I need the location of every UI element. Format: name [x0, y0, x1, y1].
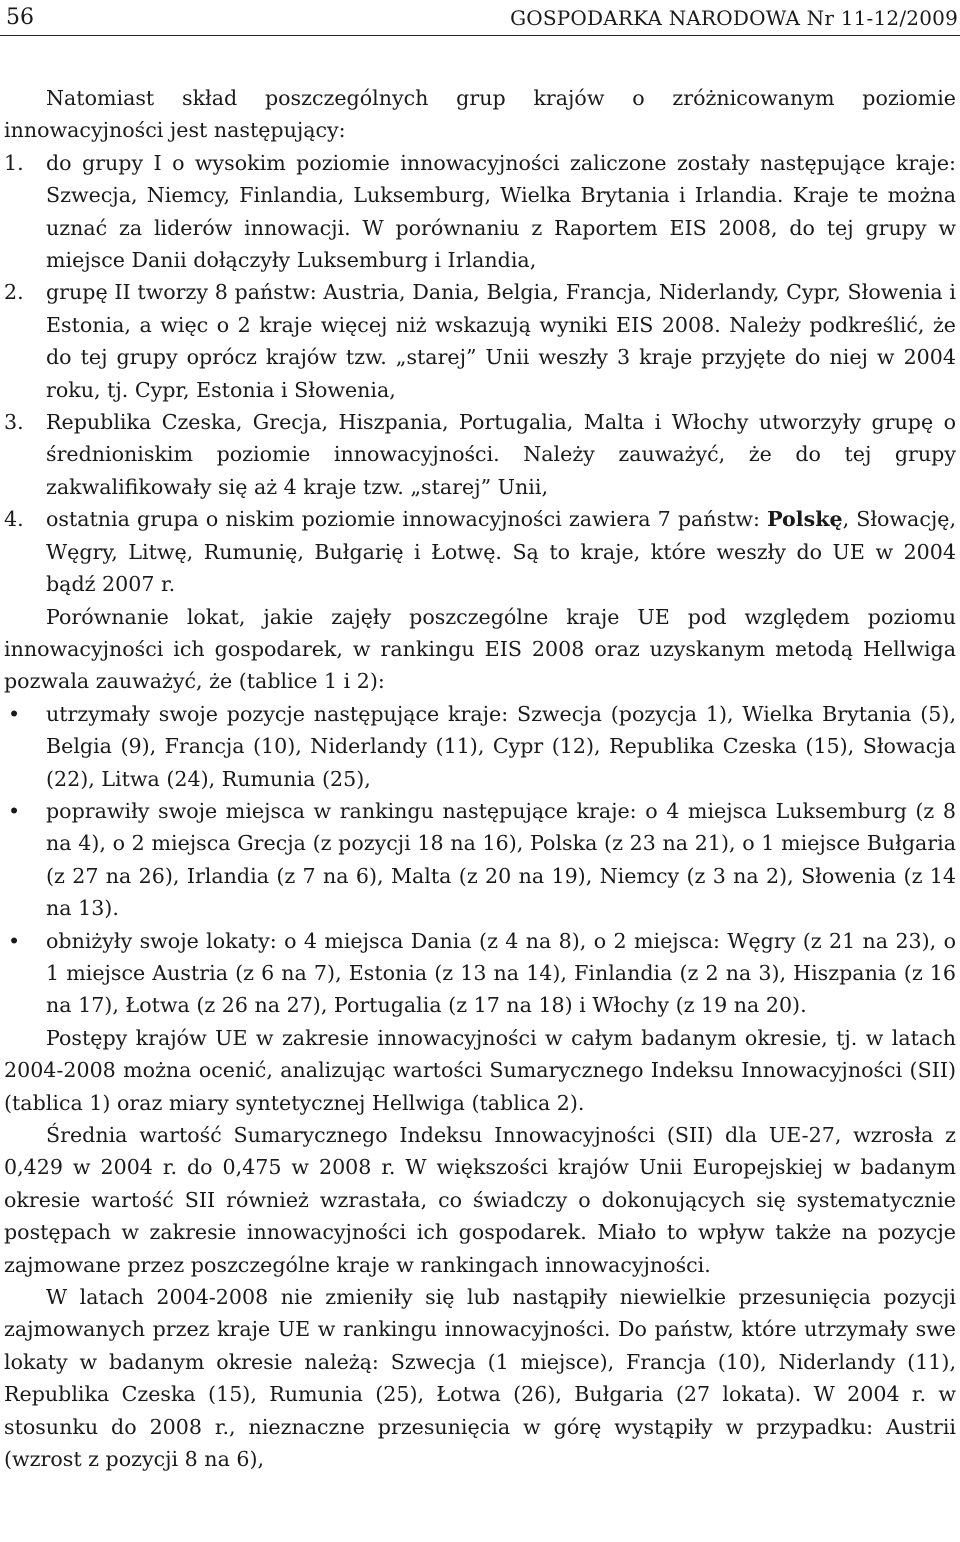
- group-item-2: [4, 276, 956, 406]
- bullet-icon: •: [8, 701, 21, 726]
- progress-paragraph: Postępy krajów UE w zakresie innowacyjności w całym badanym okresie, tj. w latach 2004-2008 można ocenić, analizując wartości Sumarycznego Indeksu Innowacyjności (SII) (tablica 1) oraz miary syntetycznej Hellwiga (tablica 2).: [4, 1025, 956, 1115]
- page-header: [0, 0, 960, 36]
- bullet-list: [4, 698, 956, 1022]
- journal-title: GOSPODARKA NARODOWA Nr 11-12/2009: [510, 5, 958, 30]
- bullet-item: [4, 698, 956, 795]
- group-number: 3.: [4, 410, 24, 435]
- group-text: , Słowację, Węgry, Litwę, Rumunię, Bułgarię i Łotwę. Są to kraje, które weszły do UE w 2004 bądź 2007 r.: [46, 507, 956, 597]
- group-number: 4.: [4, 507, 24, 532]
- bullet-item: [4, 795, 956, 925]
- years-paragraph: W latach 2004-2008 nie zmieniły się lub nastąpiły niewielkie przesunięcia pozycji zajmowanych przez kraje UE w rankingu innowacyjności. Do państw, które utrzymały swe lokaty w badanym okresie należą: Szwecja (1 miejsce), Francja (10), Niderlandy (11), Republika Czeska (15), Rumunia (25), Łotwa (26), Bułgaria (27 lokata). W 2004 r. w stosunku do 2008 r., nieznaczne przesunięcia w górę wystąpiły w przypadku: Austrii (wzrost z pozycji 8 na 6),: [4, 1285, 956, 1472]
- group-text: grupę II tworzy 8 państw: Austria, Dania, Belgia, Francja, Niderlandy, Cypr, Słowenia i Estonia, a więc o 2 kraje więcej niż wskazują wyniki EIS 2008. Należy podkreślić, że do tej grupy oprócz krajów tzw. „starej” Unii weszły 3 kraje przyjęte do niej w 2004 roku, tj. Cypr, Estonia i Słowenia,: [46, 280, 956, 402]
- intro-paragraph: Natomiast skład poszczególnych grup krajów o zróżnicowanym poziomie innowacyjności jest następujący:: [4, 86, 956, 143]
- group-number: 1.: [4, 150, 24, 175]
- comparison-paragraph: Porównanie lokat, jakie zajęły poszczególne kraje UE pod względem poziomu innowacyjności ich gospodarek, w rankingu EIS 2008 oraz uzyskanym metodą Hellwiga pozwala zauważyć, że (tablice 1 i 2):: [4, 604, 956, 694]
- bullet-icon: •: [8, 798, 21, 823]
- bullet-icon: •: [8, 928, 21, 953]
- group-text: do grupy I o wysokim poziomie innowacyjności zaliczone zostały następujące kraje: Szwecja, Niemcy, Finlandia, Luksemburg, Wielka Brytania i Irlandia. Kraje te można uznać za liderów innowacji. W porównaniu z Raportem EIS 2008, do tej grupy w miejsce Danii dołączyły Luksemburg i Irlandia,: [46, 150, 956, 273]
- group-text-bold: Polskę: [767, 507, 843, 532]
- group-text: ostatnia grupa o niskim poziomie innowacyjności zawiera 7 państw:: [46, 507, 768, 532]
- group-item-4: [4, 503, 956, 600]
- group-item-3: [4, 406, 956, 503]
- group-text: Republika Czeska, Grecja, Hiszpania, Portugalia, Malta i Włochy utworzyły grupę o średnioniskim poziomie innowacyjności. Należy zauważyć, że do tej grupy zakwalifikowały się aż 4 kraje tzw. „starej” Unii,: [46, 410, 956, 499]
- group-list: [4, 147, 956, 601]
- page-number: 56: [6, 5, 34, 30]
- bullet-text: poprawiły swoje miejsca w rankingu następujące kraje: o 4 miejsca Luksemburg (z 8 na 4), o 2 miejsca Grecja (z pozycji 18 na 16), Polska (z 23 na 21), o 1 miejsce Bułgaria (z 27 na 26), Irlandia (z 7 na 6), Malta (z 20 na 19), Niemcy (z 3 na 2), Słowenia (z 14 na 13).: [46, 798, 956, 921]
- bullet-text: obniżyły swoje lokaty: o 4 miejsca Dania (z 4 na 8), o 2 miejsca: Węgry (z 21 na 23), o 1 miejsce Austria (z 6 na 7), Estonia (z 13 na 14), Finlandia (z 2 na 3), Hiszpania (z 16 na 17), Łotwa (z 26 na 27), Portugalia (z 17 na 18) i Włochy (z 19 na 20).: [46, 928, 956, 1018]
- group-number: 2.: [4, 280, 24, 305]
- bullet-item: [4, 925, 956, 1022]
- average-paragraph: Średnia wartość Sumarycznego Indeksu Innowacyjności (SII) dla UE-27, wzrosła z 0,429 w 2004 r. do 0,475 w 2008 r. W większości krajów Unii Europejskiej w badanym okresie wartość SII również wzrastała, co świadczy o dokonujących się systematycznie postępach w zakresie innowacyjności ich gospodarek. Miało to wpływ także na pozycje zajmowane przez poszczególne kraje w rankingach innowacyjności.: [4, 1123, 956, 1277]
- article-body: [4, 82, 956, 1475]
- bullet-text: utrzymały swoje pozycje następujące kraje: Szwecja (pozycja 1), Wielka Brytania (5), Belgia (9), Francja (10), Niderlandy (11), Cypr (12), Republika Czeska (15), Słowacja (22), Litwa (24), Rumunia (25),: [46, 701, 956, 791]
- group-item-1: [4, 147, 956, 277]
